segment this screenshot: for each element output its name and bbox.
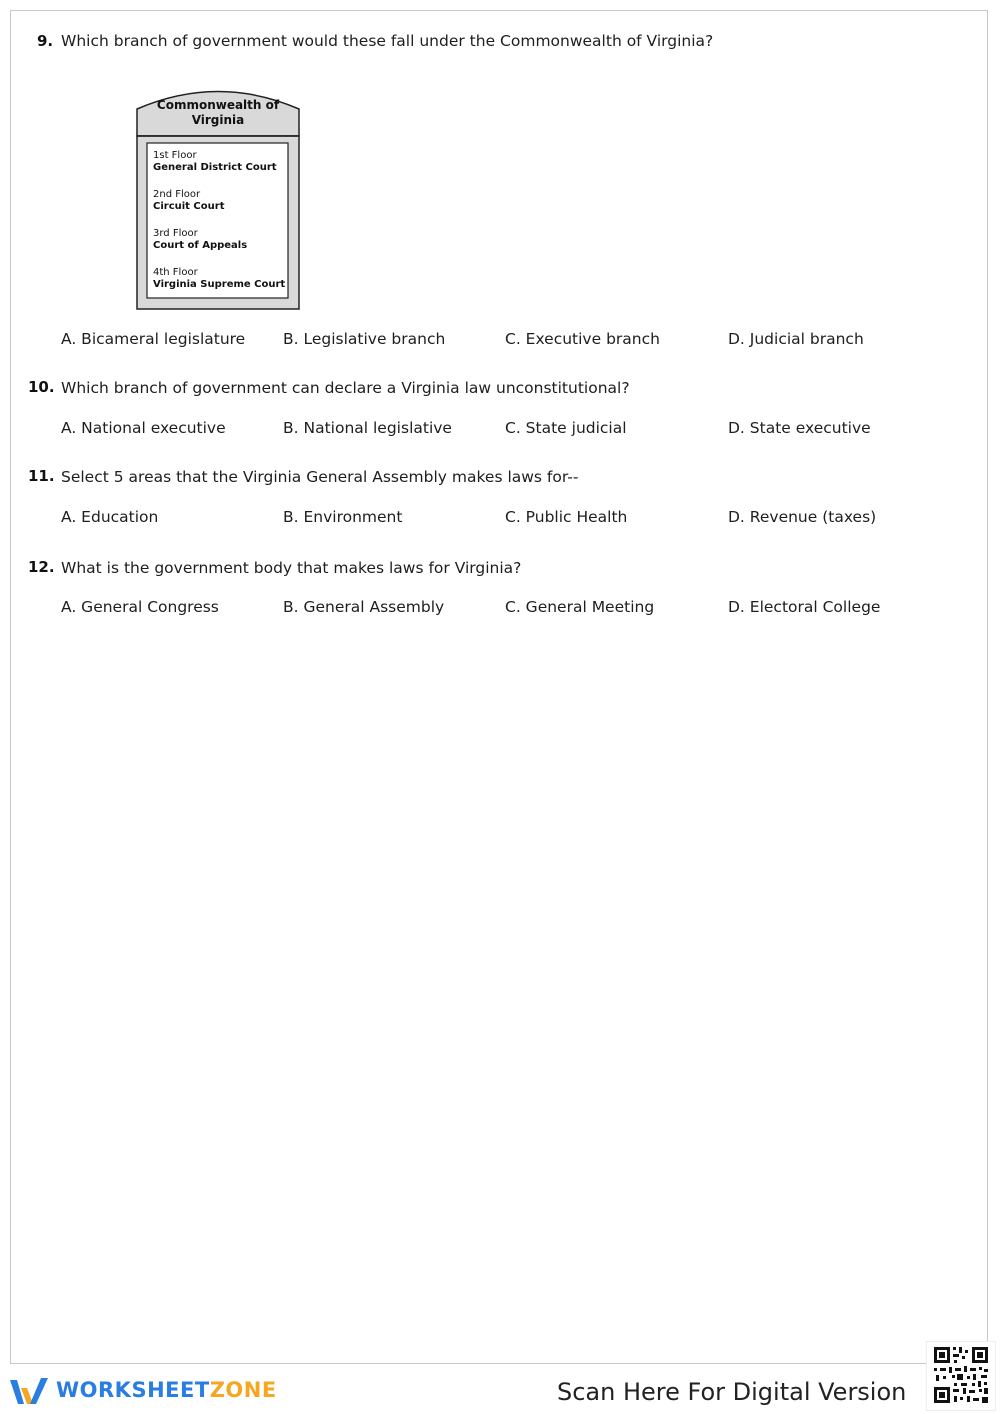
answer-option[interactable]: C. General Meeting <box>505 598 655 616</box>
sign-title-line: Commonwealth of <box>156 98 280 112</box>
answer-option[interactable]: D. Judicial branch <box>728 330 864 348</box>
floor-level: 2nd Floor <box>153 189 201 200</box>
floor-level: 1st Floor <box>153 150 197 161</box>
floor-entry <box>153 189 224 213</box>
scan-prompt: Scan Here For Digital Version <box>557 1378 907 1406</box>
floor-court: General District Court <box>153 162 277 173</box>
question-number: 11. <box>28 467 55 485</box>
answer-option[interactable]: A. Bicameral legislature <box>61 330 246 348</box>
answer-option[interactable]: B. Legislative branch <box>283 330 446 348</box>
logo-word-worksheet: WORKSHEET <box>56 1378 210 1402</box>
answer-option[interactable]: D. Electoral College <box>728 598 881 616</box>
answer-option[interactable]: A. General Congress <box>61 598 219 616</box>
courthouse-sign-illustration <box>136 84 300 310</box>
question-text: Select 5 areas that the Virginia General Assembly makes laws for-- <box>61 468 579 486</box>
floor-court: Court of Appeals <box>153 240 248 251</box>
answer-option[interactable]: C. State judicial <box>505 419 627 437</box>
question-number: 12. <box>28 558 55 576</box>
qr-code-icon[interactable] <box>926 1341 996 1411</box>
answer-option[interactable]: A. National executive <box>61 419 226 437</box>
floor-court: Virginia Supreme Court <box>153 279 286 290</box>
answer-option[interactable]: B. General Assembly <box>283 598 445 616</box>
worksheetzone-logo-text <box>56 1378 277 1402</box>
sign-title-line: Virginia <box>191 113 245 127</box>
floor-entry <box>153 228 247 252</box>
answer-option[interactable]: A. Education <box>61 508 159 526</box>
question-text: Which branch of government can declare a Virginia law unconstitutional? <box>61 379 630 397</box>
question-number: 10. <box>28 378 55 396</box>
answer-option[interactable]: C. Public Health <box>505 508 628 526</box>
answer-option[interactable]: D. State executive <box>728 419 871 437</box>
answer-option[interactable]: D. Revenue (taxes) <box>728 508 877 526</box>
logo-word-zone: ZONE <box>209 1378 277 1402</box>
floor-level: 4th Floor <box>153 267 198 278</box>
sign-title <box>136 98 300 128</box>
floor-level: 3rd Floor <box>153 228 198 239</box>
answer-option[interactable]: B. Environment <box>283 508 403 526</box>
question-text: Which branch of government would these fall under the Commonwealth of Virginia? <box>61 32 714 50</box>
floor-court: Circuit Court <box>153 201 225 212</box>
answer-option[interactable]: C. Executive branch <box>505 330 660 348</box>
question-text: What is the government body that makes laws for Virginia? <box>61 559 522 577</box>
worksheetzone-logo-icon <box>8 1376 52 1408</box>
answer-option[interactable]: B. National legislative <box>283 419 452 437</box>
floor-entry <box>153 150 277 174</box>
question-number: 9. <box>37 32 54 50</box>
floor-entry <box>153 267 285 291</box>
